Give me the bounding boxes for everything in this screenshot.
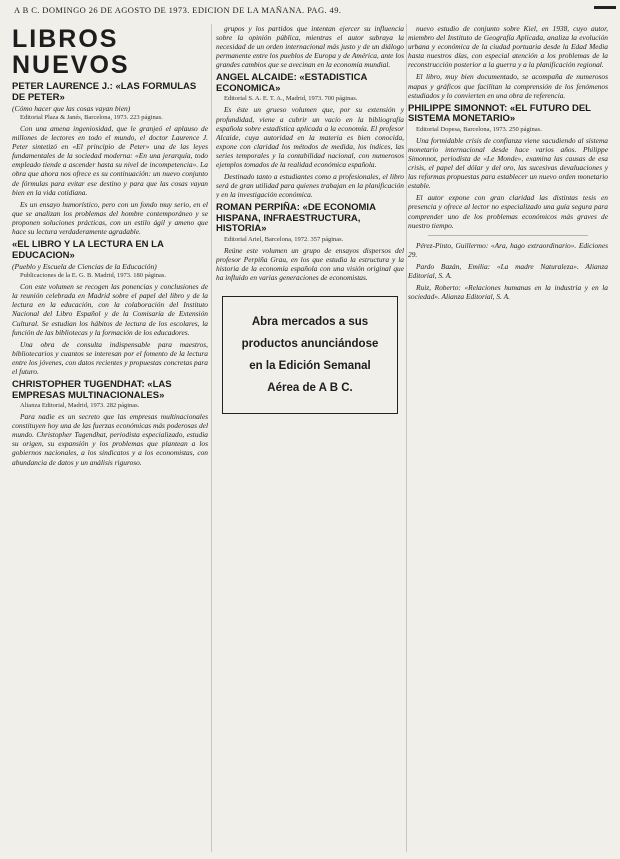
review-meta: Editorial Dopesa, Barcelona, 1973. 250 páginas. — [416, 125, 542, 133]
column-divider — [406, 24, 407, 852]
continued-paragraph: grupos y los partidos que intentan ejercer su influencia sobre la opinión pública, mientras el autor subraya la necesidad de un orden internacional más justo y de un diálogo permanente entre los pueblos de Europa y de América, ante los grandes cambios que se avecinan en la economía mundial. — [216, 24, 404, 70]
review — [216, 73, 404, 199]
review-title: ANGEL ALCAIDE: «ESTADISTICA ECONOMICA» — [216, 72, 367, 94]
section-title: LIBROS NUEVOS — [12, 25, 130, 79]
divider — [428, 235, 588, 236]
review-paragraph: Es éste un grueso volumen que, por su extensión y profundidad, viene a cubrir un vacío en la bibliografía española sobre estadística aplicada a la economía. El profesor Alcaide, cuya autoridad en la materia es bien conocida, expone con claridad los métodos de medida, los índices, las series temporales y la contabilidad nacional, con numerosos ejemplos tomados de la realidad económica española. — [216, 105, 404, 170]
continued-paragraph: nuevo estudio de conjunto sobre Kiel, en 1938, cuyo autor, miembro del Instituto de Geografía Aplicada, analiza la evolución urbana y económica de la ciudad portuaria desde la Edad Media hasta nuestros días, con especial atención a los problemas de la reconstrucción posterior a la guerra y a la planificación regional. — [408, 24, 608, 70]
brief-note: Pérez-Pinto, Guillermo: «Ara, hago extraordinario». Ediciones 29. — [408, 240, 608, 259]
review — [12, 82, 208, 236]
ad-line: en la Edición Semanal — [249, 360, 371, 373]
continued-paragraph: El libro, muy bien documentado, se acompaña de numerosos mapas y gráficos que facilitan la comprensión de los fenómenos estudiados y lo convierten en una obra de referencia. — [408, 72, 608, 100]
column-divider — [211, 24, 212, 852]
page-header: A B C. DOMINGO 26 DE AGOSTO DE 1973. EDICION DE LA MAÑANA. PAG. 49. — [14, 5, 342, 15]
review-meta: Editorial Plaza & Janés, Barcelona, 1973. 223 páginas. — [20, 114, 163, 121]
column-1 — [12, 24, 208, 852]
review-paragraph: Es un ensayo humorístico, pero con un fondo muy serio, en el que se analizan los problemas del hombre contemporáneo y se proponen soluciones prácticas, con un estilo ágil y ameno que hace su lectura verdaderamente agradable. — [12, 199, 208, 237]
ad-line: Aérea de A B C. — [267, 382, 353, 395]
review-paragraph: Reúne este volumen un grupo de ensayos dispersos del profesor Perpiña Grau, en los que estudia la estructura y la historia de la economía española con una visión original que ha influido en varias generaciones de economistas. — [216, 245, 404, 283]
review-paragraph: Destinado tanto a estudiantes como a profesionales, el libro será de gran utilidad para quienes trabajan en la planificación y en la investigación económica. — [216, 172, 404, 200]
review — [12, 380, 208, 467]
review-paragraph: Una obra de consulta indispensable para maestros, bibliotecarios y cuantos se interesan por el fomento de la lectura entre los jóvenes, con datos recientes y propuestas concretas para el futuro. — [12, 339, 208, 376]
review — [408, 104, 608, 230]
column-3 — [408, 24, 608, 852]
review — [216, 203, 404, 282]
review-subtitle: (Cómo hacer que las cosas vayan bien) — [12, 104, 131, 113]
review — [12, 240, 208, 376]
brief-notes — [408, 241, 608, 302]
review-title: PHILIPPE SIMONNOT: «EL FUTURO DEL SISTEMA MONETARIO» — [408, 102, 591, 125]
corner-mark — [594, 6, 616, 9]
review-paragraph: Para nadie es un secreto que las empresas multinacionales constituyen hoy una de las fuerzas económicas más poderosas del mundo. Christopher Tugendhat, periodista especializado, estudia su origen, su expansión y los problemas que plantean a los gobiernos nacionales, a los sindicatos y a los economistas, con abundancia de datos y un análisis riguroso. — [12, 412, 208, 467]
review-meta: Publicaciones de la E. G. B. Madrid, 1973. 180 páginas. — [20, 272, 167, 280]
ad-line: Abra mercados a sus — [251, 316, 369, 329]
review-paragraph: Con una amena ingeniosidad, que le granjeó el aplauso de millones de lectores en todo el mundo, el doctor Laurence J. Peter sintetizó en «El principio de Peter» una de las leyes fundamentales de la sociedad moderna: «En una jerarquía, todo empleado tiende a ascender hasta su nivel de incompetencia». La obra que ahora nos ofrece es su continuación: un nuevo conjunto de fórmulas para evitar ese destino y para que las cosas vayan bien en la vida cotidiana. — [12, 124, 208, 197]
review-title: PETER LAURENCE J.: «LAS FORMULAS DE PETER» — [12, 81, 197, 103]
brief-note: Pardo Bazán, Emilia: «La madre Naturaleza». Alianza Editorial, S. A. — [408, 261, 608, 280]
ad-line: productos anunciándose — [241, 338, 379, 351]
review-subtitle: (Pueblo y Escuela de Ciencias de la Educación) — [12, 262, 157, 272]
review-meta: Editorial S. A. E. T. A., Madrid, 1973. 700 páginas. — [224, 95, 358, 103]
review-title: ROMAN PERPIÑA: «DE ECONOMIA HISPANA, INFRAESTRUCTURA, HISTORIA» — [216, 202, 376, 235]
review-paragraph: Con este volumen se recogen las ponencias y conclusiones de la reunión celebrada en Madrid sobre el papel del libro y de la lectura en la educación, con la colaboración del Instituto Nacional del Libro Español y de la Comisaría de Extensión Cultural. Se estudian los hábitos de lectura de los escolares, la función de las bibliotecas y la formación de los educadores. — [12, 282, 208, 337]
advertisement-box — [222, 296, 398, 414]
column-2 — [216, 24, 404, 852]
review-paragraph: El autor expone con gran claridad las distintas tesis en presencia y ofrece al lector no especializado una guía segura para comprender uno de los problemas económicos más graves de nuestro tiempo. — [408, 193, 608, 230]
brief-note: Ruiz, Roberto: «Relaciones humanas en la industria y en la sociedad». Alianza Editorial, S. A. — [408, 283, 608, 302]
review-title: CHRISTOPHER TUGENDHAT: «LAS EMPRESAS MULTINACIONALES» — [12, 379, 172, 401]
review-meta: Alianza Editorial, Madrid, 1973. 282 páginas. — [20, 402, 140, 410]
review-title: «EL LIBRO Y LA LECTURA EN LA EDUCACION» — [12, 239, 164, 261]
review-paragraph: Una formidable crisis de confianza viene sacudiendo al sistema monetario internacional desde hace varios años. Philippe Simonnot, periodista de «Le Monde», examina las causas de esa crisis, el papel del dólar y del oro, las sucesivas devaluaciones y las reformas propuestas para establecer un nuevo orden monetario estable. — [408, 135, 608, 191]
review-meta: Editorial Ariel, Barcelona, 1972. 357 páginas. — [224, 235, 344, 243]
